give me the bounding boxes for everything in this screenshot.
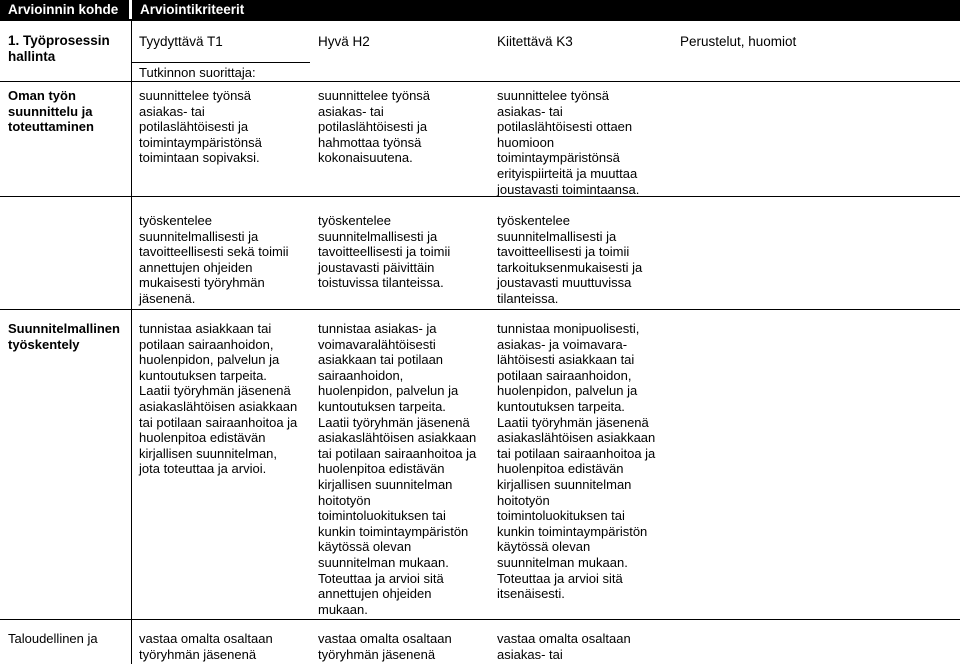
criterion-t1: suunnittelee työnsä asiakas- tai potilaslähtöisesti ja toimintaympäristönsä toimintaan sopivaksi. [139,88,262,166]
criterion-h2: vastaa omalta osaltaan työryhmän jäsenenä [318,631,452,662]
criterion-k3: vastaa omalta osaltaan asiakas- tai [497,631,631,662]
header-target-label: Arvioinnin kohde [8,2,119,17]
student-subheader: Tutkinnon suorittaja: [139,65,256,80]
row-label: Taloudellinen ja [8,631,98,646]
row-label: Oman työn suunnittelu ja toteuttaminen [8,88,94,135]
divider [0,19,960,21]
level-h2-heading: Hyvä H2 [318,34,370,49]
divider [0,619,960,620]
criterion-h2: tunnistaa asiakas- ja voimavaralähtöisesti asiakkaan tai potilaan sairaanhoidon, huolenpidon, palvelun ja kuntoutuksen tarpeita. Laatii työryhmän jäsenenä asiakaslähtöisen asiakkaan tai potilaan sairaanhoitoa ja huolenpitoa edistävän kirjallisen suunnitelman hoitotyön toimintoluokituksen tai kunkin toimintaympäristön käytössä olevan suunnitelman mukaan. Toteuttaa ja arvioi sitä annettujen ohjeiden mukaan. [318,321,477,617]
divider [0,309,960,310]
divider [0,81,960,82]
divider [0,196,960,197]
criterion-t1: tunnistaa asiakkaan tai potilaan sairaanhoidon, huolenpidon, palvelun ja kuntoutuksen tarpeita. Laatii työryhmän jäsenenä asiakaslähtöisen asiakkaan tai potilaan sairaanhoitoa ja huolenpitoa edistävän kirjallisen suunnitelman, jota toteuttaa ja arvioi. [139,321,298,477]
criterion-h2: työskentelee suunnitelmallisesti ja tavoitteellisesti ja toimii joustavasti päivittäin toistuvissa tilanteissa. [318,213,451,291]
level-t1-heading: Tyydyttävä T1 [139,34,223,49]
criterion-t1: työskentelee suunnitelmallisesti ja tavoitteellisesti sekä toimii annettujen ohjeiden mukaisesti työryhmän jäsenenä. [139,213,289,306]
level-k3-heading: Kiitettävä K3 [497,34,573,49]
header-cell-target [0,0,129,19]
header-criteria-label: Arviointikriteerit [140,2,245,17]
criterion-k3: tunnistaa monipuolisesti, asiakas- ja voimavara- lähtöisesti asiakkaan tai potilaan sairaanhoidon, huolenpidon, palvelun ja kuntoutuksen tarpeita. Laatii työryhmän jäsenenä asiakaslähtöisen asiakkaan tai potilaan sairaanhoitoa ja huolenpitoa edistävän kirjallisen suunnitelman hoitotyön toimintoluokituksen tai kunkin toimintaympäristön käytössä olevan suunnitelman mukaan. Toteuttaa ja arvioi sitä itsenäisesti. [497,321,656,602]
row-label: Suunnitelmallinen työskentely [8,321,120,352]
criterion-t1: vastaa omalta osaltaan työryhmän jäsenenä [139,631,273,662]
criterion-k3: suunnittelee työnsä asiakas- tai potilaslähtöisesti ottaen huomioon toimintaympäristönsä erityispiirteitä ja muuttaa joustavasti toimintaansa. [497,88,640,197]
section-title: 1. Työprosessin hallinta [8,33,110,64]
notes-heading: Perustelut, huomiot [680,34,797,49]
criterion-h2: suunnittelee työnsä asiakas- tai potilaslähtöisesti ja hahmottaa työnsä kokonaisuutena. [318,88,431,166]
header-cell-criteria [132,0,960,19]
divider [132,62,310,63]
criterion-k3: työskentelee suunnitelmallisesti ja tavoitteellisesti ja toimii tarkoituksenmukaisesti ja joustavasti muuttuvissa tilanteissa. [497,213,643,306]
